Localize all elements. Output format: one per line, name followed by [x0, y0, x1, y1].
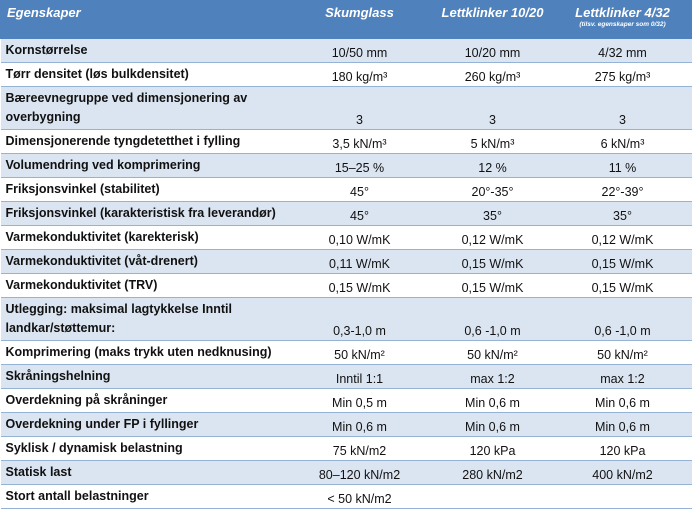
- table-header: [1, 1, 692, 39]
- cell-skumglass: 180 kg/m³: [287, 63, 433, 87]
- cell-lettklinker-10-20: 120 kPa: [433, 437, 553, 461]
- header-lettklinker-4-32-note: (tilsv. egenskaper som 0/32): [559, 21, 686, 28]
- cell-lettklinker-10-20: 12 %: [433, 154, 553, 178]
- row-label: Komprimering (maks trykk uten nedknusing): [1, 341, 287, 365]
- table-row: [1, 87, 692, 130]
- cell-lettklinker-4-32: max 1:2: [553, 365, 692, 389]
- table-row: [1, 365, 692, 389]
- cell-skumglass: 15–25 %: [287, 154, 433, 178]
- cell-lettklinker-4-32: 0,15 W/mK: [553, 274, 692, 298]
- header-skumglass: Skumglass: [287, 1, 433, 39]
- row-label: Statisk last: [1, 461, 287, 485]
- cell-lettklinker-4-32: 22°-39°: [553, 178, 692, 202]
- row-label: Utlegging: maksimal lagtykkelse Inntil landkar/støttemur:: [1, 298, 287, 341]
- cell-skumglass: < 50 kN/m2: [287, 485, 433, 509]
- table-row: [1, 413, 692, 437]
- cell-lettklinker-4-32: 35°: [553, 202, 692, 226]
- table-row: [1, 178, 692, 202]
- cell-lettklinker-4-32: 275 kg/m³: [553, 63, 692, 87]
- cell-skumglass: 3,5 kN/m³: [287, 130, 433, 154]
- table-row: [1, 226, 692, 250]
- cell-lettklinker-10-20: 50 kN/m²: [433, 341, 553, 365]
- table-body: [1, 39, 692, 509]
- cell-skumglass: 50 kN/m²: [287, 341, 433, 365]
- cell-lettklinker-4-32: 3: [553, 87, 692, 130]
- cell-skumglass: 3: [287, 87, 433, 130]
- table-row: [1, 437, 692, 461]
- cell-lettklinker-10-20: max 1:2: [433, 365, 553, 389]
- header-lettklinker-10-20: Lettklinker 10/20: [433, 1, 553, 39]
- table-row: [1, 202, 692, 226]
- table-row: [1, 298, 692, 341]
- table-row: [1, 389, 692, 413]
- header-row: [1, 1, 692, 39]
- table-row: [1, 274, 692, 298]
- cell-lettklinker-4-32: [553, 485, 692, 509]
- cell-lettklinker-10-20: Min 0,6 m: [433, 413, 553, 437]
- row-label: Tørr densitet (løs bulkdensitet): [1, 63, 287, 87]
- cell-lettklinker-10-20: 3: [433, 87, 553, 130]
- table-row: [1, 461, 692, 485]
- cell-skumglass: 10/50 mm: [287, 39, 433, 63]
- cell-lettklinker-10-20: 5 kN/m³: [433, 130, 553, 154]
- cell-skumglass: 75 kN/m2: [287, 437, 433, 461]
- header-lettklinker-4-32-label: Lettklinker 4/32: [575, 5, 670, 20]
- row-label: Dimensjonerende tyngdetetthet i fylling: [1, 130, 287, 154]
- cell-lettklinker-4-32: 0,15 W/mK: [553, 250, 692, 274]
- table-row: [1, 39, 692, 63]
- cell-lettklinker-4-32: 0,6 -1,0 m: [553, 298, 692, 341]
- row-label: Friksjonsvinkel (karakteristisk fra leverandør): [1, 202, 287, 226]
- table-row: [1, 485, 692, 509]
- table-row: [1, 63, 692, 87]
- row-label: Kornstørrelse: [1, 39, 287, 63]
- row-label: Varmekonduktivitet (TRV): [1, 274, 287, 298]
- header-egenskaper: Egenskaper: [1, 1, 287, 39]
- header-lettklinker-4-32: [553, 1, 692, 39]
- cell-skumglass: Min 0,6 m: [287, 413, 433, 437]
- cell-lettklinker-10-20: 10/20 mm: [433, 39, 553, 63]
- cell-lettklinker-10-20: [433, 485, 553, 509]
- row-label: Varmekonduktivitet (våt-drenert): [1, 250, 287, 274]
- table-row: [1, 341, 692, 365]
- cell-skumglass: 0,15 W/mK: [287, 274, 433, 298]
- row-label: Overdekning på skråninger: [1, 389, 287, 413]
- cell-lettklinker-4-32: Min 0,6 m: [553, 389, 692, 413]
- cell-lettklinker-10-20: 0,15 W/mK: [433, 250, 553, 274]
- cell-skumglass: Min 0,5 m: [287, 389, 433, 413]
- cell-skumglass: 0,3-1,0 m: [287, 298, 433, 341]
- cell-skumglass: 0,10 W/mK: [287, 226, 433, 250]
- cell-lettklinker-10-20: 0,15 W/mK: [433, 274, 553, 298]
- cell-lettklinker-4-32: 120 kPa: [553, 437, 692, 461]
- row-label: Varmekonduktivitet (karekterisk): [1, 226, 287, 250]
- cell-lettklinker-4-32: 4/32 mm: [553, 39, 692, 63]
- cell-lettklinker-4-32: 0,12 W/mK: [553, 226, 692, 250]
- cell-lettklinker-4-32: 50 kN/m²: [553, 341, 692, 365]
- row-label: Syklisk / dynamisk belastning: [1, 437, 287, 461]
- cell-skumglass: 80–120 kN/m2: [287, 461, 433, 485]
- row-label: Bæreevnegruppe ved dimensjonering av overbygning: [1, 87, 287, 130]
- cell-skumglass: 45°: [287, 202, 433, 226]
- row-label: Stort antall belastninger: [1, 485, 287, 509]
- cell-lettklinker-4-32: 400 kN/m2: [553, 461, 692, 485]
- cell-lettklinker-4-32: 11 %: [553, 154, 692, 178]
- row-label: Volumendring ved komprimering: [1, 154, 287, 178]
- cell-skumglass: 45°: [287, 178, 433, 202]
- table-row: [1, 154, 692, 178]
- table-row: [1, 250, 692, 274]
- cell-skumglass: 0,11 W/mK: [287, 250, 433, 274]
- row-label: Overdekning under FP i fyllinger: [1, 413, 287, 437]
- cell-skumglass: Inntil 1:1: [287, 365, 433, 389]
- cell-lettklinker-10-20: 280 kN/m2: [433, 461, 553, 485]
- cell-lettklinker-4-32: 6 kN/m³: [553, 130, 692, 154]
- cell-lettklinker-10-20: 0,6 -1,0 m: [433, 298, 553, 341]
- cell-lettklinker-4-32: Min 0,6 m: [553, 413, 692, 437]
- cell-lettklinker-10-20: 0,12 W/mK: [433, 226, 553, 250]
- cell-lettklinker-10-20: 260 kg/m³: [433, 63, 553, 87]
- cell-lettklinker-10-20: Min 0,6 m: [433, 389, 553, 413]
- cell-lettklinker-10-20: 35°: [433, 202, 553, 226]
- row-label: Skråningshelning: [1, 365, 287, 389]
- table-row: [1, 130, 692, 154]
- row-label: Friksjonsvinkel (stabilitet): [1, 178, 287, 202]
- cell-lettklinker-10-20: 20°-35°: [433, 178, 553, 202]
